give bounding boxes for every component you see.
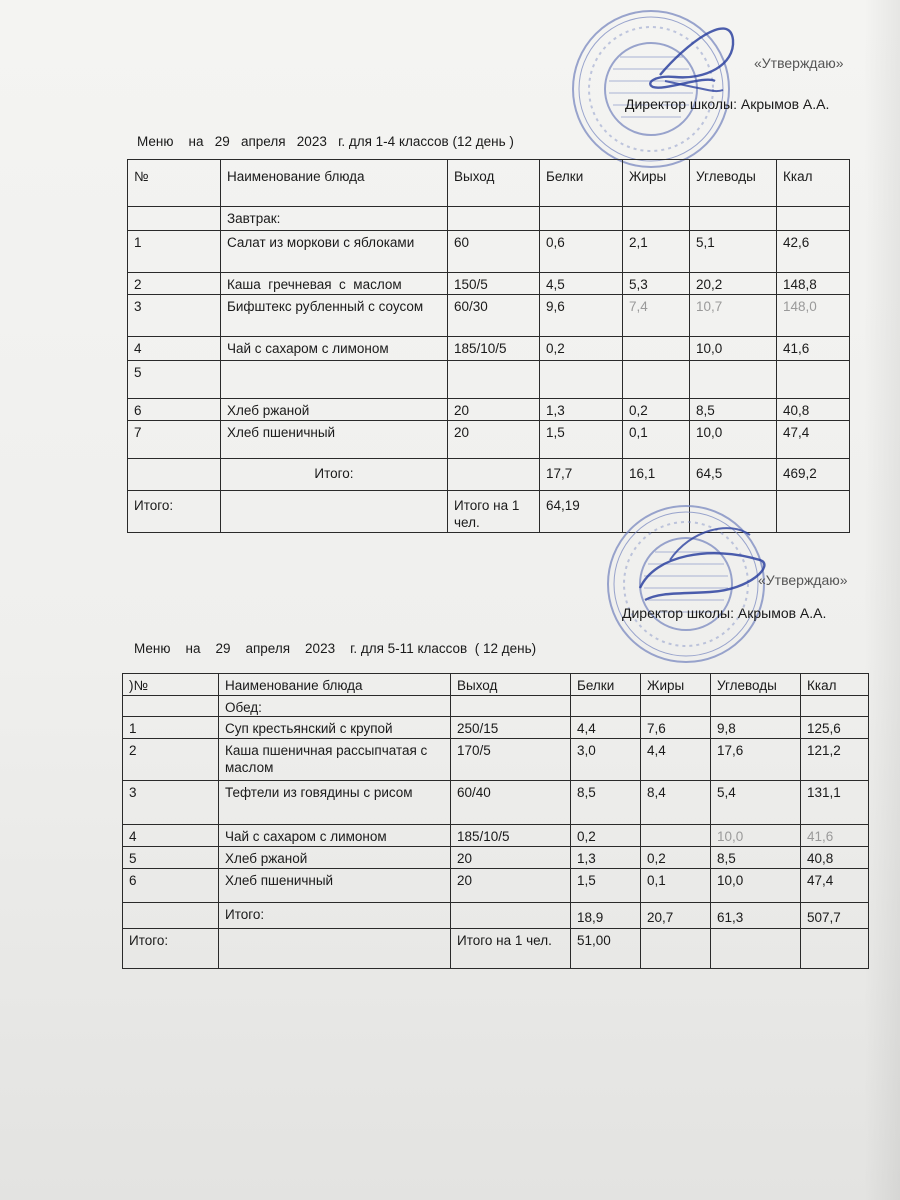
cell-number: 6 xyxy=(128,399,221,421)
table-row xyxy=(123,869,869,903)
cell-dish: Хлеб пшеничный xyxy=(219,869,451,903)
cell-carbs: 10,0 xyxy=(711,869,801,903)
cell-dish: Хлеб пшеничный xyxy=(221,421,448,459)
table-row xyxy=(128,399,850,421)
cell-dish: Хлеб ржаной xyxy=(219,847,451,869)
table-header-row xyxy=(128,160,850,207)
cell-carbs: 20,2 xyxy=(690,273,777,295)
section-row xyxy=(123,696,869,717)
cell-protein: 8,5 xyxy=(571,781,641,825)
cell-kcal: 40,8 xyxy=(801,847,869,869)
col-header: Ккал xyxy=(777,160,850,207)
cell-protein: 1,5 xyxy=(540,421,623,459)
cell-kcal: 47,4 xyxy=(801,869,869,903)
section-label: Завтрак: xyxy=(221,207,448,231)
col-header: Жиры xyxy=(641,674,711,696)
per-person-value: 64,19 xyxy=(540,491,623,533)
total-label: Итого: xyxy=(221,459,448,491)
cell-carbs: 8,5 xyxy=(711,847,801,869)
approve-label-2: «Утверждаю» xyxy=(758,572,848,588)
cell-number: 7 xyxy=(128,421,221,459)
col-header: Выход xyxy=(448,160,540,207)
section-row xyxy=(128,207,850,231)
col-header: Наименование блюда xyxy=(221,160,448,207)
per-person-label: Итого на 1 чел. xyxy=(451,929,571,969)
cell-dish: Чай с сахаром с лимоном xyxy=(221,337,448,361)
menu-title-2: Меню на 29 апреля 2023 г. для 5-11 классов ( 12 день) xyxy=(134,641,537,656)
director-line-1: Директор школы: Акрымов А.А. xyxy=(625,96,830,112)
footer-label: Итого: xyxy=(123,929,219,969)
col-header: Ккал xyxy=(801,674,869,696)
cell-fat: 0,2 xyxy=(623,399,690,421)
cell-output: 170/5 xyxy=(451,739,571,781)
table-row xyxy=(123,847,869,869)
cell-kcal: 125,6 xyxy=(801,717,869,739)
cell-number: 3 xyxy=(123,781,219,825)
col-header: Белки xyxy=(540,160,623,207)
cell-dish: Каша пшеничная рассыпчатая с маслом xyxy=(219,739,451,781)
total-label: Итого: xyxy=(219,903,451,929)
table-row xyxy=(128,337,850,361)
director-line-2: Директор школы: Акрымов А.А. xyxy=(622,605,827,621)
cell-carbs: 9,8 xyxy=(711,717,801,739)
cell-fat: 7,4 xyxy=(623,295,690,337)
cell-kcal: 148,0 xyxy=(777,295,850,337)
cell-number: 5 xyxy=(123,847,219,869)
cell-number: 6 xyxy=(123,869,219,903)
cell-kcal: 42,6 xyxy=(777,231,850,273)
cell-number: 5 xyxy=(128,361,221,399)
table-row xyxy=(123,739,869,781)
cell-kcal: 121,2 xyxy=(801,739,869,781)
cell-fat: 4,4 xyxy=(641,739,711,781)
footer-row xyxy=(128,491,850,533)
cell-output: 150/5 xyxy=(448,273,540,295)
approve-label-1: «Утверждаю» xyxy=(754,55,844,71)
cell-kcal: 41,6 xyxy=(777,337,850,361)
menu-table-2 xyxy=(122,673,869,969)
cell-fat: 0,1 xyxy=(641,869,711,903)
total-kcal: 507,7 xyxy=(801,903,869,929)
cell-output: 60/30 xyxy=(448,295,540,337)
menu-table-1 xyxy=(127,159,850,533)
section-label: Обед: xyxy=(219,696,451,717)
table-row xyxy=(128,273,850,295)
cell-dish: Суп крестьянский с крупой xyxy=(219,717,451,739)
cell-carbs: 8,5 xyxy=(690,399,777,421)
table-row xyxy=(128,231,850,273)
page-shadow xyxy=(864,0,900,1200)
cell-protein: 1,3 xyxy=(540,399,623,421)
cell-dish: Каша гречневая с маслом xyxy=(221,273,448,295)
cell-dish: Бифштекс рубленный с соусом xyxy=(221,295,448,337)
cell-protein: 4,5 xyxy=(540,273,623,295)
cell-number: 3 xyxy=(128,295,221,337)
total-kcal: 469,2 xyxy=(777,459,850,491)
cell-dish: Салат из моркови с яблоками xyxy=(221,231,448,273)
cell-carbs: 17,6 xyxy=(711,739,801,781)
cell-protein: 1,5 xyxy=(571,869,641,903)
per-person-label: Итого на 1 чел. xyxy=(448,491,540,533)
total-row xyxy=(123,903,869,929)
footer-row xyxy=(123,929,869,969)
cell-output: 60 xyxy=(448,231,540,273)
total-protein: 17,7 xyxy=(540,459,623,491)
total-carbs: 64,5 xyxy=(690,459,777,491)
cell-output: 20 xyxy=(448,399,540,421)
cell-carbs: 10,0 xyxy=(690,421,777,459)
cell-fat: 7,6 xyxy=(641,717,711,739)
table-row xyxy=(128,361,850,399)
col-header: Наименование блюда xyxy=(219,674,451,696)
cell-carbs: 10,7 xyxy=(690,295,777,337)
cell-output: 185/10/5 xyxy=(448,337,540,361)
total-protein: 18,9 xyxy=(571,903,641,929)
cell-number: 1 xyxy=(128,231,221,273)
cell-protein: 1,3 xyxy=(571,847,641,869)
cell-fat: 2,1 xyxy=(623,231,690,273)
cell-protein: 3,0 xyxy=(571,739,641,781)
cell-fat: 0,1 xyxy=(623,421,690,459)
cell-fat: 8,4 xyxy=(641,781,711,825)
col-header: Углеводы xyxy=(711,674,801,696)
cell-carbs: 5,1 xyxy=(690,231,777,273)
col-header: Жиры xyxy=(623,160,690,207)
cell-dish: Чай с сахаром с лимоном xyxy=(219,825,451,847)
cell-kcal: 41,6 xyxy=(801,825,869,847)
cell-protein: 0,2 xyxy=(540,337,623,361)
cell-carbs: 10,0 xyxy=(690,337,777,361)
cell-protein: 0,2 xyxy=(571,825,641,847)
total-fat: 16,1 xyxy=(623,459,690,491)
col-header: Углеводы xyxy=(690,160,777,207)
cell-fat xyxy=(623,337,690,361)
cell-fat xyxy=(641,825,711,847)
cell-kcal: 40,8 xyxy=(777,399,850,421)
cell-output: 20 xyxy=(451,847,571,869)
col-header: Выход xyxy=(451,674,571,696)
total-row xyxy=(128,459,850,491)
cell-number: 2 xyxy=(123,739,219,781)
cell-number: 2 xyxy=(128,273,221,295)
total-carbs: 61,3 xyxy=(711,903,801,929)
table-header-row xyxy=(123,674,869,696)
per-person-value: 51,00 xyxy=(571,929,641,969)
table-row xyxy=(128,295,850,337)
cell-output: 20 xyxy=(451,869,571,903)
cell-number: 4 xyxy=(128,337,221,361)
cell-protein: 0,6 xyxy=(540,231,623,273)
cell-carbs: 5,4 xyxy=(711,781,801,825)
cell-kcal: 47,4 xyxy=(777,421,850,459)
table-row xyxy=(123,825,869,847)
cell-kcal: 131,1 xyxy=(801,781,869,825)
cell-output: 250/15 xyxy=(451,717,571,739)
cell-kcal: 148,8 xyxy=(777,273,850,295)
table-row xyxy=(128,421,850,459)
col-header: № xyxy=(128,160,221,207)
cell-protein: 4,4 xyxy=(571,717,641,739)
total-fat: 20,7 xyxy=(641,903,711,929)
table-row xyxy=(123,717,869,739)
cell-carbs: 10,0 xyxy=(711,825,801,847)
cell-output: 20 xyxy=(448,421,540,459)
table-row xyxy=(123,781,869,825)
cell-dish: Тефтели из говядины с рисом xyxy=(219,781,451,825)
footer-label: Итого: xyxy=(128,491,221,533)
cell-output: 185/10/5 xyxy=(451,825,571,847)
cell-number: 4 xyxy=(123,825,219,847)
cell-fat: 5,3 xyxy=(623,273,690,295)
col-header: Белки xyxy=(571,674,641,696)
cell-dish: Хлеб ржаной xyxy=(221,399,448,421)
cell-output: 60/40 xyxy=(451,781,571,825)
menu-title-1: Меню на 29 апреля 2023 г. для 1-4 классов (12 день ) xyxy=(137,134,514,149)
cell-fat: 0,2 xyxy=(641,847,711,869)
col-header: )№ xyxy=(123,674,219,696)
cell-protein: 9,6 xyxy=(540,295,623,337)
cell-number: 1 xyxy=(123,717,219,739)
